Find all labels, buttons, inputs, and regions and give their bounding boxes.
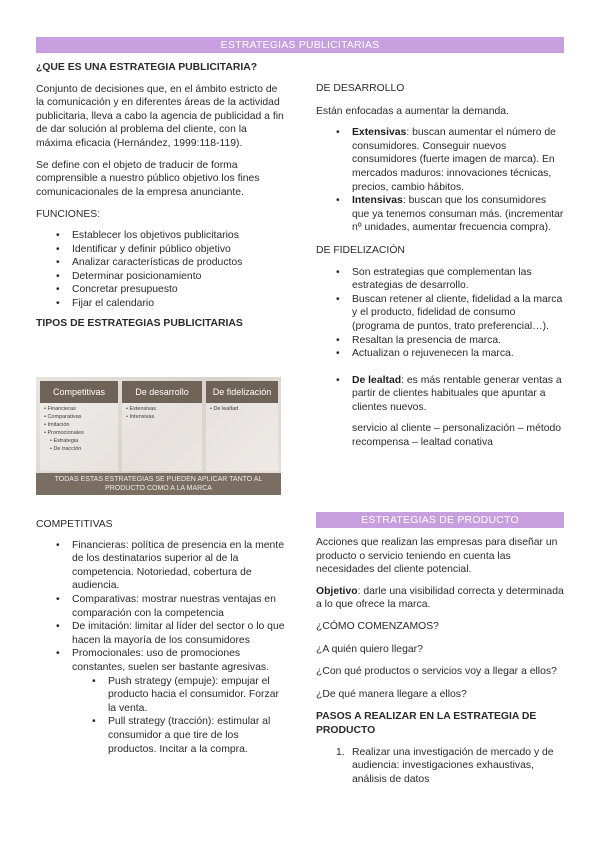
- producto-section: [316, 536, 564, 786]
- item-text: : es más rentable generar ventas a partir de clientes habituales que apuntar a clientes nuevos.: [352, 374, 562, 413]
- question-1: ¿CÓMO COMENZAMOS?: [316, 620, 439, 632]
- promo-sublist: [36, 675, 286, 757]
- strategy-types-diagram: [36, 377, 281, 495]
- desarrollo-list: [316, 126, 564, 235]
- diagram-item: • Imitación: [44, 422, 70, 428]
- list-item: • Concretar presupuesto: [36, 283, 286, 297]
- question-2: ¿A quién quiero llegar?: [316, 643, 423, 655]
- list-item: • Push strategy (empuje): empujar el producto hacia el consumidor. Forzar la venta.: [36, 675, 286, 716]
- diagram-item: • Intensivas: [126, 414, 155, 420]
- diagram-footer: TODAS ESTAS ESTRATEGIAS SE PUEDEN APLICAR TANTO AL PRODUCTO COMO A LA MARCA: [36, 473, 281, 495]
- diagram-item: • Financieras: [44, 406, 76, 412]
- desarrollo-label: DE DESARROLLO: [316, 83, 405, 94]
- what-is-heading: ¿QUE ES UNA ESTRATEGIA PUBLICITARIA?: [36, 62, 258, 73]
- objetivo-text: : darle una visibilidad correcta y determinada a lo que ofrece la marca.: [316, 585, 564, 611]
- objetivo-paragraph: [316, 585, 564, 612]
- top-banner: ESTRATEGIAS PUBLICITARIAS: [36, 37, 564, 53]
- diagram-col-competitivas: Competitivas: [40, 381, 118, 403]
- list-item: • Fijar el calendario: [36, 297, 286, 311]
- fidelizacion-label: DE FIDELIZACIÓN: [316, 244, 405, 256]
- list-item: [316, 746, 564, 787]
- product-banner: ESTRATEGIAS DE PRODUCTO: [316, 512, 564, 528]
- item-number: 1.: [336, 746, 345, 758]
- list-item: • Promocionales: uso de promociones constantes, suelen ser bastante agresivas.: [36, 647, 286, 674]
- funciones-label: FUNCIONES:: [36, 209, 101, 221]
- item-bold: De lealtad: [352, 374, 402, 386]
- diagram-box-fidelizacion: [206, 403, 278, 471]
- diagram-subitem: • Estrategia: [50, 438, 79, 444]
- item-text: Realizar una investigación de mercado y de audiencia: investigaciones exhaustivas, análisis de datos: [352, 746, 554, 785]
- list-item: [316, 194, 564, 235]
- competitivas-section: [36, 518, 286, 756]
- list-item: • Financieras: política de presencia en la mente de los destinatarios superior al de la competencia. Notoriedad, cobertura de audiencia.: [36, 539, 286, 593]
- diagram-box-competitivas: [40, 403, 118, 471]
- lealtad-list: [316, 374, 564, 415]
- list-item: • Establecer los objetivos publicitarios: [36, 229, 286, 243]
- competitivas-label: COMPETITIVAS: [36, 519, 113, 530]
- diagram-item: • Promocionales: [44, 430, 84, 436]
- pasos-list: [316, 746, 564, 787]
- item-text: : buscan aumentar el número de consumidores. Conseguir nuevos consumidores (fuerte imagen de marca). En mercados maduros: innovaciones técnicas, precios, cambio hábitos.: [352, 127, 556, 193]
- diagram-item: • De lealtad: [210, 406, 239, 412]
- diagram-col-desarrollo: De desarrollo: [122, 381, 202, 403]
- question-4: ¿De qué manera llegare a ellos?: [316, 688, 467, 700]
- list-item: • Actualizan o rejuvenecen la marca.: [316, 347, 564, 361]
- left-column: [36, 61, 286, 330]
- competitivas-list: [36, 539, 286, 675]
- list-item: [316, 126, 564, 194]
- diagram-box-desarrollo: [122, 403, 202, 471]
- item-bold: Intensivas: [352, 195, 403, 207]
- list-item: • Analizar características de productos: [36, 256, 286, 270]
- definition-paragraph-2: Se define con el objeto de traducir de forma comprensible a nuestro público objetivo los fines comunicacionales de la empresa anunciante.: [36, 159, 260, 198]
- list-item: • Son estrategias que complementan las estrategias de desarrollo.: [316, 266, 564, 293]
- list-item: • Determinar posicionamiento: [36, 270, 286, 284]
- diagram-subitem: • De tracción: [50, 446, 82, 452]
- diagram-col-fidelizacion: De fidelización: [206, 381, 278, 403]
- list-item: • Pull strategy (tracción): estimular al consumidor a que tire de los productos. Incitar a la compra.: [36, 715, 286, 756]
- producto-intro: Acciones que realizan las empresas para diseñar un producto o servicio teniendo en cuenta las necesidades del cliente potencial.: [316, 537, 558, 576]
- list-item: • Buscan retener al cliente, fidelidad a la marca y el producto, fidelidad de consumo (programa de puntos, trato preferencial…).: [316, 293, 564, 334]
- lealtad-note: servicio al cliente – personalización – método recompensa – lealtad conativa: [352, 423, 562, 449]
- list-item: • Resaltan la presencia de marca.: [316, 334, 564, 348]
- funciones-list: [36, 229, 286, 311]
- desarrollo-intro: Están enfocadas a aumentar la demanda.: [316, 105, 509, 117]
- question-3: ¿Con qué productos o servicios voy a llegar a ellos?: [316, 666, 557, 678]
- fidelizacion-list: [316, 266, 564, 361]
- diagram-item: • Extensivas: [126, 406, 157, 412]
- diagram-item: • Comparativas: [44, 414, 82, 420]
- list-item: • Comparativas: mostrar nuestras ventajas en comparación con la competencia: [36, 593, 286, 620]
- right-column: [316, 82, 564, 450]
- list-item: • Identificar y definir público objetivo: [36, 243, 286, 257]
- list-item: • De imitación: limitar al líder del sector o lo que hacen la mayoría de los consumidores: [36, 620, 286, 647]
- item-text: : buscan que los consumidores que ya tenemos consuman más. (incrementar nº unidades, aumentar frecuencia compra).: [352, 195, 564, 234]
- definition-paragraph: Conjunto de decisiones que, en el ámbito estricto de la comunicación y en diferentes áreas de la actividad publicitaria, lleva a cabo la agencia de publicidad a fin de dar solución al problema del cliente, con la máxima eficacia (Hernández, 1999:118-119).: [36, 83, 284, 149]
- list-item: [316, 374, 564, 415]
- item-bold: Extensivas: [352, 127, 407, 139]
- pasos-heading: PASOS A REALIZAR EN LA ESTRATEGIA DE PRODUCTO: [316, 711, 537, 736]
- tipos-heading: TIPOS DE ESTRATEGIAS PUBLICITARIAS: [36, 317, 243, 329]
- objetivo-bold: Objetivo: [316, 585, 358, 597]
